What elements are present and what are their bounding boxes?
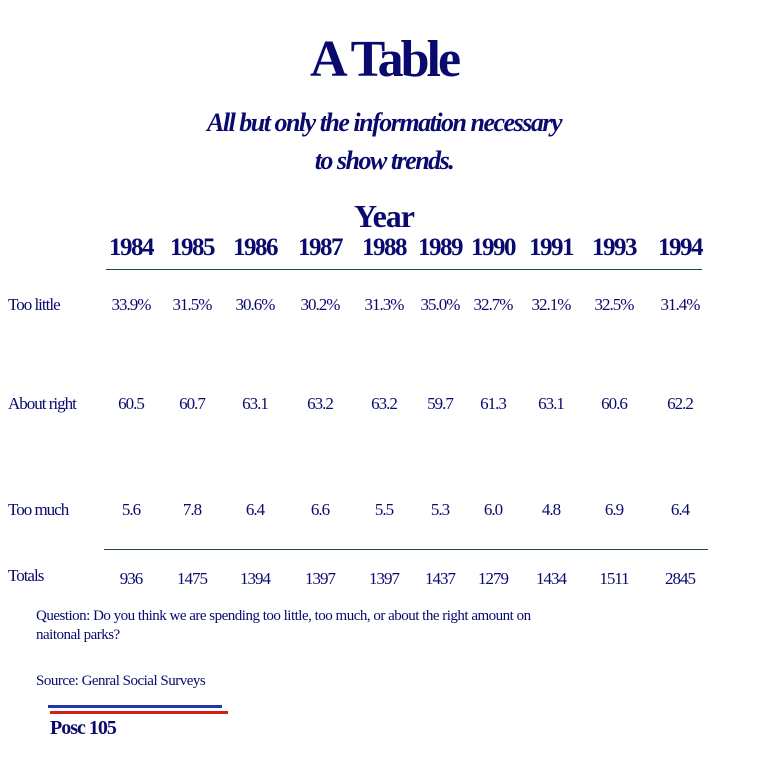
table-cell: 33.9%	[111, 295, 151, 314]
row-label-totals: Totals	[8, 566, 44, 585]
table-cell: 4.8	[541, 500, 561, 519]
table-cell: 62.2	[667, 394, 693, 413]
table-cell: 5.5	[374, 500, 394, 519]
table-cell: 5.3	[430, 500, 450, 519]
totals-cell: 2845	[665, 569, 695, 588]
totals-cell: 1475	[177, 569, 207, 588]
table-cell: 6.4	[670, 500, 690, 519]
footer-red-line	[50, 711, 228, 714]
column-header-1985: 1985	[170, 234, 214, 261]
table-cell: 32.7%	[473, 295, 513, 314]
table-cell: 61.3	[480, 394, 506, 413]
footer-blue-line	[48, 705, 222, 708]
row-label-too-little: Too little	[8, 295, 60, 314]
totals-cell: 1279	[478, 569, 508, 588]
column-header-1990: 1990	[471, 234, 515, 261]
column-header-1986: 1986	[233, 234, 277, 261]
column-header-1984: 1984	[109, 234, 153, 261]
totals-cell: 1437	[425, 569, 455, 588]
totals-cell: 1511	[599, 569, 629, 588]
table-cell: 32.1%	[531, 295, 571, 314]
table-cell: 60.5	[118, 394, 144, 413]
subtitle-line-2: to show trends.	[314, 146, 454, 175]
table-cell: 63.1	[538, 394, 564, 413]
table-cell: 6.4	[245, 500, 265, 519]
table-cell: 30.6%	[235, 295, 275, 314]
subtitle-line-1: All but only the information necessary	[207, 108, 561, 137]
table-cell: 6.0	[483, 500, 503, 519]
table-cell: 60.7	[179, 394, 205, 413]
totals-divider	[104, 549, 708, 550]
column-header-1991: 1991	[529, 234, 573, 261]
table-cell: 5.6	[121, 500, 141, 519]
table-cell: 60.6	[601, 394, 627, 413]
table-cell: 31.3%	[364, 295, 404, 314]
column-header-1994: 1994	[658, 234, 702, 261]
column-header-1993: 1993	[592, 234, 636, 261]
source-note: Source: Genral Social Surveys	[36, 673, 206, 689]
column-header-1987: 1987	[298, 234, 342, 261]
table-cell: 31.5%	[172, 295, 212, 314]
totals-cell: 1397	[305, 569, 335, 588]
table-cell: 31.4%	[660, 295, 700, 314]
table-cell: 6.6	[310, 500, 330, 519]
table-cell: 35.0%	[420, 295, 460, 314]
table-cell: 63.2	[371, 394, 397, 413]
totals-cell: 1397	[369, 569, 399, 588]
course-label: Posc 105	[50, 717, 116, 739]
totals-cell: 936	[119, 569, 143, 588]
column-header-1989: 1989	[418, 234, 462, 261]
page-title: A Table	[309, 31, 459, 88]
table-cell: 7.8	[182, 500, 202, 519]
totals-cell: 1394	[240, 569, 270, 588]
row-label-too-much: Too much	[8, 500, 69, 519]
table-cell: 30.2%	[300, 295, 340, 314]
column-group-label: Year	[354, 198, 414, 234]
table-cell: 63.1	[242, 394, 268, 413]
table-cell: 63.2	[307, 394, 333, 413]
table-cell: 59.7	[427, 394, 453, 413]
column-header-1988: 1988	[362, 234, 406, 261]
row-label-about-right: About right	[8, 394, 76, 413]
table-cell: 32.5%	[594, 295, 634, 314]
table-cell: 6.9	[604, 500, 624, 519]
totals-cell: 1434	[536, 569, 566, 588]
header-divider	[106, 269, 702, 270]
question-note: Question: Do you think we are spending too little, too much, or about the right amount on naitonal parks?	[36, 608, 531, 643]
